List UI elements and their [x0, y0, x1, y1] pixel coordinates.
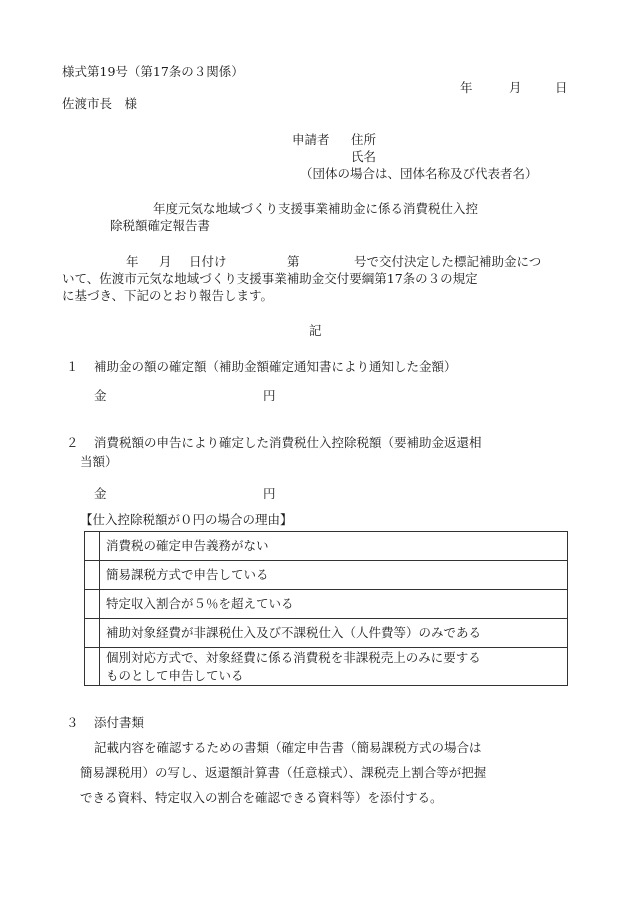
- reason-text: 消費税の確定申告義務がない: [100, 532, 568, 561]
- date-day: 日: [555, 80, 568, 95]
- applicant-note: （団体の場合は、団体名称及び代表者名）: [300, 166, 538, 181]
- reason-text: 特定収入割合が５％を超えている: [100, 590, 568, 619]
- reason-text: 補助対象経費が非課税仕入及び不課税仕入（人件費等）のみである: [100, 619, 568, 648]
- section3-line2: 簡易課税用）の写し、返還額計算書（任意様式）、課税売上割合等が把握: [80, 765, 487, 780]
- ki-heading: 記: [309, 323, 322, 338]
- reason-text: [100, 648, 568, 686]
- date-year: 年: [460, 80, 473, 95]
- address-label: 住所: [351, 132, 377, 147]
- reason-text-line2: ものとして申告している: [106, 667, 244, 683]
- reason-text-line1: 個別対応方式で、対象経費に係る消費税を非課税売上のみに要する: [106, 649, 481, 665]
- body-line3: に基づき、下記のとおり報告します。: [62, 288, 274, 303]
- section2-title-line2: 当額）: [80, 454, 118, 469]
- reason-checkbox[interactable]: [85, 619, 100, 648]
- section2-title-line1: 消費税額の申告により確定した消費税仕入控除税額（要補助金返還相: [94, 435, 482, 450]
- reason-row: [85, 532, 568, 561]
- reasons-heading: 【仕入控除税額が０円の場合の理由】: [80, 512, 293, 527]
- section1-amount-suffix: 円: [263, 388, 276, 403]
- applicant-label: 申請者: [292, 132, 330, 147]
- section2-amount-prefix: 金: [94, 486, 107, 501]
- section3-number: ３: [66, 715, 79, 730]
- reason-row: [85, 648, 568, 686]
- section1-title: 補助金の額の確定額（補助金額確定通知書により通知した金額）: [94, 359, 457, 374]
- reason-checkbox[interactable]: [85, 561, 100, 590]
- date-month: 月: [509, 80, 522, 95]
- body-month: 月: [159, 254, 172, 269]
- body-year: 年: [126, 254, 139, 269]
- addressee: 佐渡市長 様: [62, 96, 138, 111]
- section2-amount-suffix: 円: [263, 486, 276, 501]
- body-no: 第: [287, 254, 300, 269]
- reason-checkbox[interactable]: [85, 532, 100, 561]
- reason-row: [85, 561, 568, 590]
- body-day: 日付け: [189, 254, 227, 269]
- section3-line1: 記載内容を確認するための書類（確定申告書（簡易課税方式の場合は: [94, 740, 482, 755]
- section3-line3: できる資料、特定収入の割合を確認できる資料等）を添付する。: [80, 790, 443, 805]
- section3-title: 添付書類: [94, 715, 145, 730]
- body-line2: いて、佐渡市元気な地域づくり支援事業補助金交付要綱第17条の３の規定: [62, 271, 478, 286]
- section1-number: １: [66, 359, 79, 374]
- section2-number: ２: [66, 435, 79, 450]
- document-title-line2: 除税額確定報告書: [110, 218, 211, 233]
- form-number: 様式第19号（第17条の３関係）: [62, 64, 244, 79]
- document-title-line1: 年度元気な地域づくり支援事業補助金に係る消費税仕入控: [153, 201, 479, 216]
- reason-text: 簡易課税方式で申告している: [100, 561, 568, 590]
- reason-checkbox[interactable]: [85, 648, 100, 686]
- section1-amount-prefix: 金: [94, 388, 107, 403]
- name-label: 氏名: [351, 149, 377, 164]
- reasons-table: [84, 531, 568, 686]
- reason-checkbox[interactable]: [85, 590, 100, 619]
- reason-row: [85, 590, 568, 619]
- body-line1-rest: 号で交付決定した標記補助金につ: [354, 254, 542, 269]
- reason-row: [85, 619, 568, 648]
